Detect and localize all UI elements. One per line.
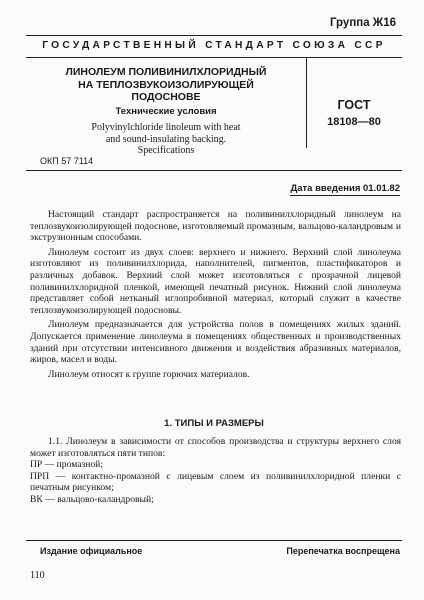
document-title-en — [26, 122, 306, 157]
date-value: 01.01.82 — [363, 183, 400, 194]
preamble — [30, 209, 401, 383]
document-title-ru — [26, 66, 306, 104]
type-item: ВК — вальцово-каландровый; — [30, 493, 154, 505]
top-rule — [26, 35, 402, 36]
group-code: Группа Ж16 — [329, 17, 396, 29]
gost-label: ГОСТ — [337, 98, 371, 112]
introduction-date — [290, 183, 400, 194]
date-label: Дата введения — [290, 183, 361, 194]
paragraph: Настоящий стандарт распространяется на поливинилхлоридный линолеум на теплозвукоизолирующей подоснове, изготовляемый промазным, вальцово-каландровым и экструзионным способами. — [30, 209, 401, 244]
types-clause — [30, 436, 401, 506]
edition-label: Издание официальное — [40, 546, 143, 556]
okp-code: ОКП 57 7114 — [40, 156, 94, 166]
section-heading: 1. ТИПЫ И РАЗМЕРЫ — [164, 418, 264, 429]
document-subtitle-ru: Технические условия — [115, 106, 217, 117]
page-number: 110 — [30, 570, 45, 581]
header-rule — [26, 57, 402, 58]
clause-text: 1.1. Линолеум в зависимости от способов производства и структуры верхнего слоя может изготовляться пяти типов: — [30, 436, 401, 459]
title-en-line: Polyvinylchloride linoleum with heat — [91, 122, 241, 133]
type-item: ПРП — контактно-промазной с лицевым слоем из поливинилхлоридной пленки с печатным рисунком; — [30, 470, 401, 494]
title-line: ЛИНОЛЕУМ ПОЛИВИНИЛХЛОРИДНЫЙ — [65, 66, 267, 78]
title-line: ПОДОСНОВЕ — [131, 91, 201, 103]
paragraph: Линолеум предназначается для устройства полов в помещениях жилых зданий. Допускается применение линолеума в помещениях общественных и производственных зданий при отсутствии интенсивного движения и воздействия абразивных материалов, жиров, масел и воды. — [30, 319, 401, 366]
reprint-notice: Перепечатка воспрещена — [286, 546, 400, 556]
paragraph: Линолеум состоит из двух слоев: верхнего и нижнего. Верхний слой линолеума изготовляют из поливинилхлорида, наполнителей, пигментов, пластификаторов и различных добавок. Верхний слой может изготовляться с прозрачной лицевой поливинилхлоридной пленкой, имеющей печатный рисунок. Нижний слой линолеума представляет собой нетканый иглопробивной материал, который служит в качестве теплозвукоизолирующей подосновы. — [30, 246, 401, 316]
title-line: НА ТЕПЛОЗВУКОИЗОЛИРУЮЩЕЙ — [78, 78, 254, 91]
gost-number: 18108—80 — [327, 116, 381, 128]
title-en-line: Specifications — [137, 145, 195, 156]
title-en-line: and sound-insulating backing. — [105, 133, 227, 145]
standard-org-banner: ГОСУДАРСТВЕННЫЙ СТАНДАРТ СОЮЗА ССР — [42, 40, 386, 51]
type-item: ПР — промазной; — [30, 459, 103, 471]
footer-rule — [26, 540, 402, 541]
paragraph: Линолеум относят к группе горючих материалов. — [48, 368, 250, 380]
section-rule — [26, 170, 402, 171]
